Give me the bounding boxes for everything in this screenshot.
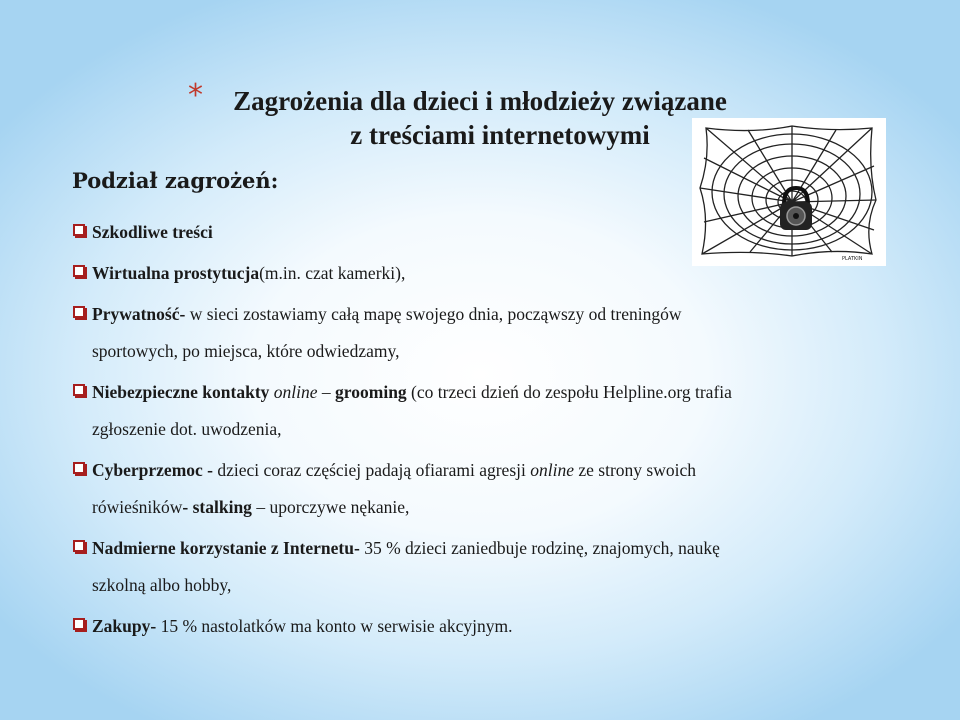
- item-text-line2: zgłoszenie dot. uwodzenia,: [92, 419, 282, 439]
- item-text: (m.in. czat kamerki),: [259, 263, 406, 283]
- subheading: Podział zagrożeń:: [72, 168, 279, 193]
- item-text-line2: sportowych, po miejsca, które odwiedzamy,: [92, 341, 400, 361]
- item-bold: Zakupy-: [92, 616, 157, 636]
- item-bold: Szkodliwe treści: [92, 222, 213, 242]
- checkbox-bullet-icon: [73, 265, 85, 277]
- item-bold: Cyberprzemoc -: [92, 460, 213, 480]
- item-text: 15 % nastolatków ma konto w serwisie akcyjnym.: [156, 616, 513, 636]
- artist-signature: PLATKIN: [842, 256, 863, 262]
- checkbox-bullet-icon: [73, 224, 85, 236]
- item-text-2: ze strony swoich: [574, 460, 696, 480]
- title-line-2: z treściami internetowymi: [350, 120, 650, 150]
- item-text: dzieci coraz częściej padają ofiarami agresji: [213, 460, 531, 480]
- list-item-internet-overuse: [72, 530, 862, 604]
- item-bold-2: grooming: [335, 382, 407, 402]
- item-bold: Nadmierne korzystanie z Internetu-: [92, 538, 360, 558]
- list-item-shopping: [72, 608, 862, 645]
- item-italic: online: [530, 460, 574, 480]
- list-item-cyberbullying: [72, 452, 862, 526]
- checkbox-bullet-icon: [73, 618, 85, 630]
- item-dash: –: [317, 382, 336, 402]
- item-text: w sieci zostawiamy całą mapę swojego dnia, począwszy od treningów: [185, 304, 682, 324]
- item-text-line2: szkolną albo hobby,: [92, 575, 232, 595]
- checkbox-bullet-icon: [73, 306, 85, 318]
- item-bold: Niebezpieczne kontakty: [92, 382, 270, 402]
- title-line-1: Zagrożenia dla dzieci i młodzieży związane: [233, 86, 727, 116]
- list-item-harmful-content: [72, 214, 862, 251]
- list-item-privacy: [72, 296, 862, 370]
- item-bold: Wirtualna prostytucja: [92, 263, 260, 283]
- item-bold: Prywatność-: [92, 304, 186, 324]
- item-text-line2: rówieśników: [92, 497, 183, 517]
- item-text-3: – uporczywe nękanie,: [251, 497, 410, 517]
- threats-list: [72, 214, 862, 649]
- item-italic: online: [269, 382, 318, 402]
- checkbox-bullet-icon: [73, 540, 85, 552]
- item-text: 35 % dzieci zaniedbuje rodzinę, znajomych, naukę: [359, 538, 720, 558]
- checkbox-bullet-icon: [73, 462, 85, 474]
- list-item-virtual-prostitution: [72, 255, 862, 292]
- item-text: (co trzeci dzień do zespołu Helpline.org trafia: [406, 382, 732, 402]
- title-bullet-asterisk: *: [188, 78, 203, 113]
- item-bold-2: - stalking: [182, 497, 252, 517]
- list-item-dangerous-contacts: [72, 374, 862, 448]
- checkbox-bullet-icon: [73, 384, 85, 396]
